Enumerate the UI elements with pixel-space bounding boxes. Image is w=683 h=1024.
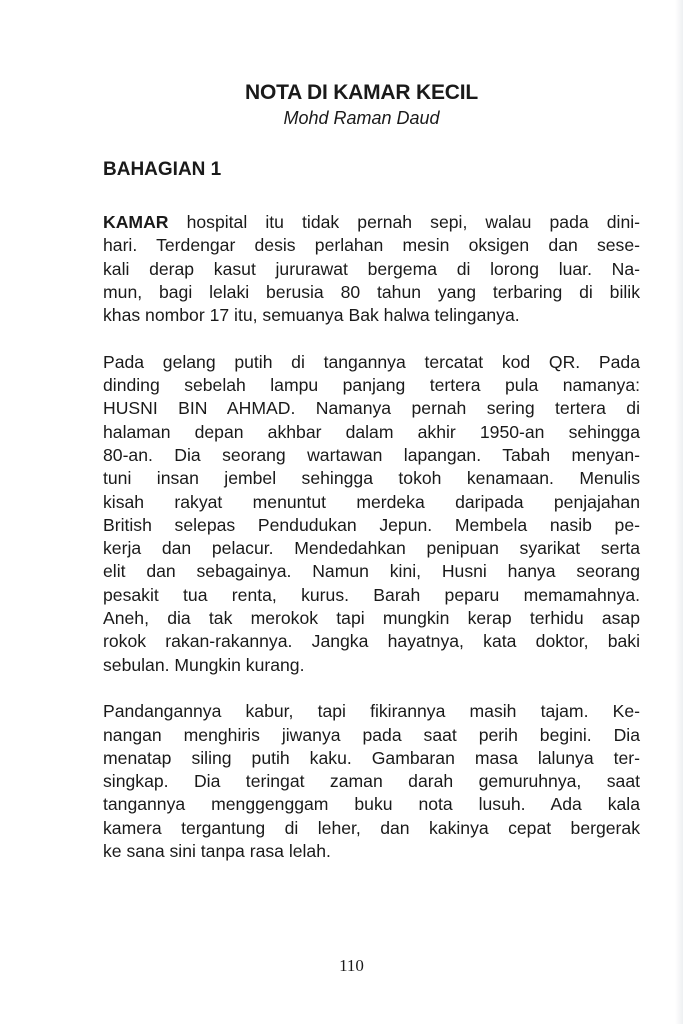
text-line: rokok rakan-rakannya. Jangka hayatnya, kata doktor, baki — [103, 631, 640, 652]
text-line: khas nombor 17 itu, semuanya Bak halwa telinganya. — [103, 305, 520, 326]
text-line: Pada gelang putih di tangannya tercatat kod QR. Pada — [103, 351, 640, 372]
page-edge-shadow — [675, 0, 683, 1024]
text-line: pesakit tua renta, kurus. Barah peparu memamahnya. — [103, 584, 640, 605]
text-line: sebulan. Mungkin kurang. — [103, 654, 305, 675]
text-line: kali derap kasut jururawat bergema di lorong luar. Na- — [103, 258, 640, 279]
text-line: halaman depan akhbar dalam akhir 1950-an sehingga — [103, 421, 640, 442]
paragraph-2 — [103, 351, 640, 677]
section-heading: BAHAGIAN 1 — [103, 159, 222, 180]
lead-word: KAMAR — [103, 212, 169, 232]
text-line: HUSNI BIN AHMAD. Namanya pernah sering tertera di — [103, 398, 640, 419]
text-line: British selepas Pendudukan Jepun. Membela nasib pe- — [103, 514, 640, 535]
text-line: tuni insan jembel sehingga tokoh kenamaan. Menulis — [103, 468, 640, 489]
page-number: 110 — [339, 956, 364, 975]
text-line: nangan menghiris jiwanya pada saat perih begini. Dia — [103, 724, 640, 745]
story-body — [103, 211, 640, 887]
text-line: ke sana sini tanpa rasa lelah. — [103, 841, 331, 862]
text-line: hari. Terdengar desis perlahan mesin oksigen dan sese- — [103, 235, 640, 256]
text-line: kisah rakyat menuntut merdeka daripada penjajahan — [103, 491, 640, 512]
text-line: dinding sebelah lampu panjang tertera pula namanya: — [103, 375, 640, 396]
paragraph-1 — [103, 211, 640, 327]
text-line: KAMAR hospital itu tidak pernah sepi, walau pada dini- — [103, 212, 640, 232]
text-line: singkap. Dia teringat zaman darah gemuruhnya, saat — [103, 771, 640, 792]
paragraph-3 — [103, 700, 640, 863]
story-title: NOTA DI KAMAR KECIL — [244, 81, 478, 104]
story-author: Mohd Raman Daud — [283, 108, 440, 128]
text-line: mun, bagi lelaki berusia 80 tahun yang terbaring di bilik — [103, 281, 640, 302]
text-line: 80-an. Dia seorang wartawan lapangan. Tabah menyan- — [103, 444, 640, 465]
text-line: tangannya menggenggam buku nota lusuh. Ada kala — [103, 794, 640, 815]
story-header — [0, 80, 683, 130]
text-line: menatap siling putih kaku. Gambaran masa lalunya ter- — [103, 747, 640, 768]
text-line: elit dan sebagainya. Namun kini, Husni hanya seorang — [103, 561, 640, 582]
text-line: Pandangannya kabur, tapi fikirannya masih tajam. Ke- — [103, 701, 640, 722]
text-line: kamera tergantung di leher, dan kakinya cepat bergerak — [103, 817, 640, 838]
text-line: kerja dan pelacur. Mendedahkan penipuan syarikat serta — [103, 538, 640, 559]
text-line: Aneh, dia tak merokok tapi mungkin kerap terhidu asap — [103, 608, 640, 629]
